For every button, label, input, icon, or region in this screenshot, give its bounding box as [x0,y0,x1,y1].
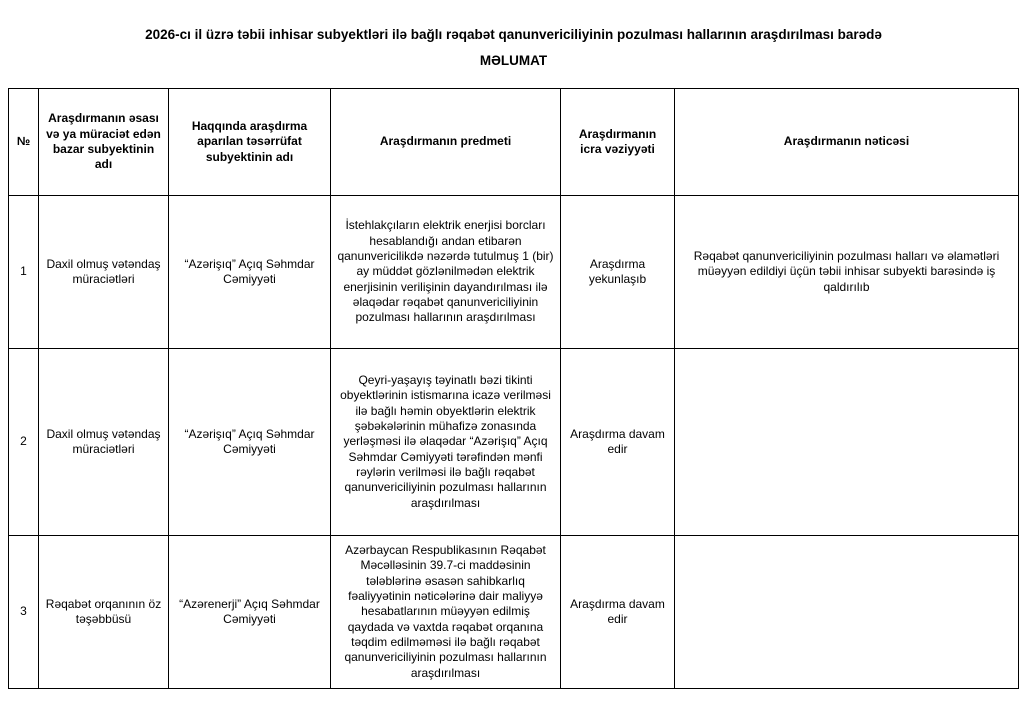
cell-status: Araşdırma davam edir [561,349,675,536]
cell-no: 2 [9,349,39,536]
cell-subject: “Azərenerji” Açıq Səhmdar Cəmiyyəti [169,536,331,689]
document-title [0,0,1027,74]
investigations-table [8,88,1019,689]
header-cell-predmet: Araşdırmanın predmeti [331,89,561,196]
title-line-1: 2026-cı il üzrə təbii inhisar subyektləri ilə bağlı rəqabət qanunvericiliyinin pozulması hallarının araşdırılması barədə [145,27,882,42]
title-line-2: MƏLUMAT [479,53,548,68]
table-row [9,536,1019,689]
table-row [9,196,1019,349]
cell-status: Araşdırma yekunlaşıb [561,196,675,349]
header-cell-result: Araşdırmanın nəticəsi [675,89,1019,196]
cell-predmet: Azərbaycan Respublikasının Rəqabət Məcəlləsinin 39.7-ci maddəsinin tələblərinə əsasən sahibkarlıq fəaliyyətinin nəticələrinə dair maliyyə hesabatlarının müəyyən edilmiş qaydada və vaxtda rəqabət orqanına təqdim edilməməsi ilə bağlı rəqabət qanunvericiliyinin pozulması hallarının araşdırılması [331,536,561,689]
cell-basis: Rəqabət orqanının öz təşəbbüsü [39,536,169,689]
cell-predmet: İstehlakçıların elektrik enerjisi borcları hesablandığı andan etibarən qanunvericilikdə nəzərdə tutulmuş 1 (bir) ay müddət gözlənilmədən elektrik enerjisinin verilişinin dayandırılması ilə əlaqədar rəqabət qanunvericiliyinin pozulması hallarının araşdırılması [331,196,561,349]
header-cell-status: Araşdırmanın icra vəziyyəti [561,89,675,196]
cell-status: Araşdırma davam edir [561,536,675,689]
header-cell-basis: Araşdırmanın əsası və ya müraciət edən bazar subyektinin adı [39,89,169,196]
table-row [9,349,1019,536]
cell-result [675,536,1019,689]
cell-result [675,349,1019,536]
table-header-row [9,89,1019,196]
cell-basis: Daxil olmuş vətəndaş müraciətləri [39,349,169,536]
cell-no: 1 [9,196,39,349]
cell-subject: “Azərişıq” Açıq Səhmdar Cəmiyyəti [169,196,331,349]
header-cell-no: № [9,89,39,196]
cell-predmet: Qeyri-yaşayış təyinatlı bəzi tikinti obyektlərinin istismarına icazə verilməsi ilə bağlı həmin obyektlərin elektrik şəbəkələrinin mühafizə zonasında yerləşməsi ilə əlaqədar “Azərişıq” Açıq Səhmdar Cəmiyyəti tərəfindən mənfi rəylərin verilməsi ilə bağlı rəqabət qanunvericiliyinin pozulması hallarının araşdırılması [331,349,561,536]
cell-result: Rəqabət qanunvericiliyinin pozulması halları və əlamətləri müəyyən edildiyi üçün təbii inhisar subyekti barəsində iş qaldırılıb [675,196,1019,349]
cell-subject: “Azərişıq” Açıq Səhmdar Cəmiyyəti [169,349,331,536]
cell-no: 3 [9,536,39,689]
cell-basis: Daxil olmuş vətəndaş müraciətləri [39,196,169,349]
header-cell-subject: Haqqında araşdırma aparılan təsərrüfat subyektinin adı [169,89,331,196]
